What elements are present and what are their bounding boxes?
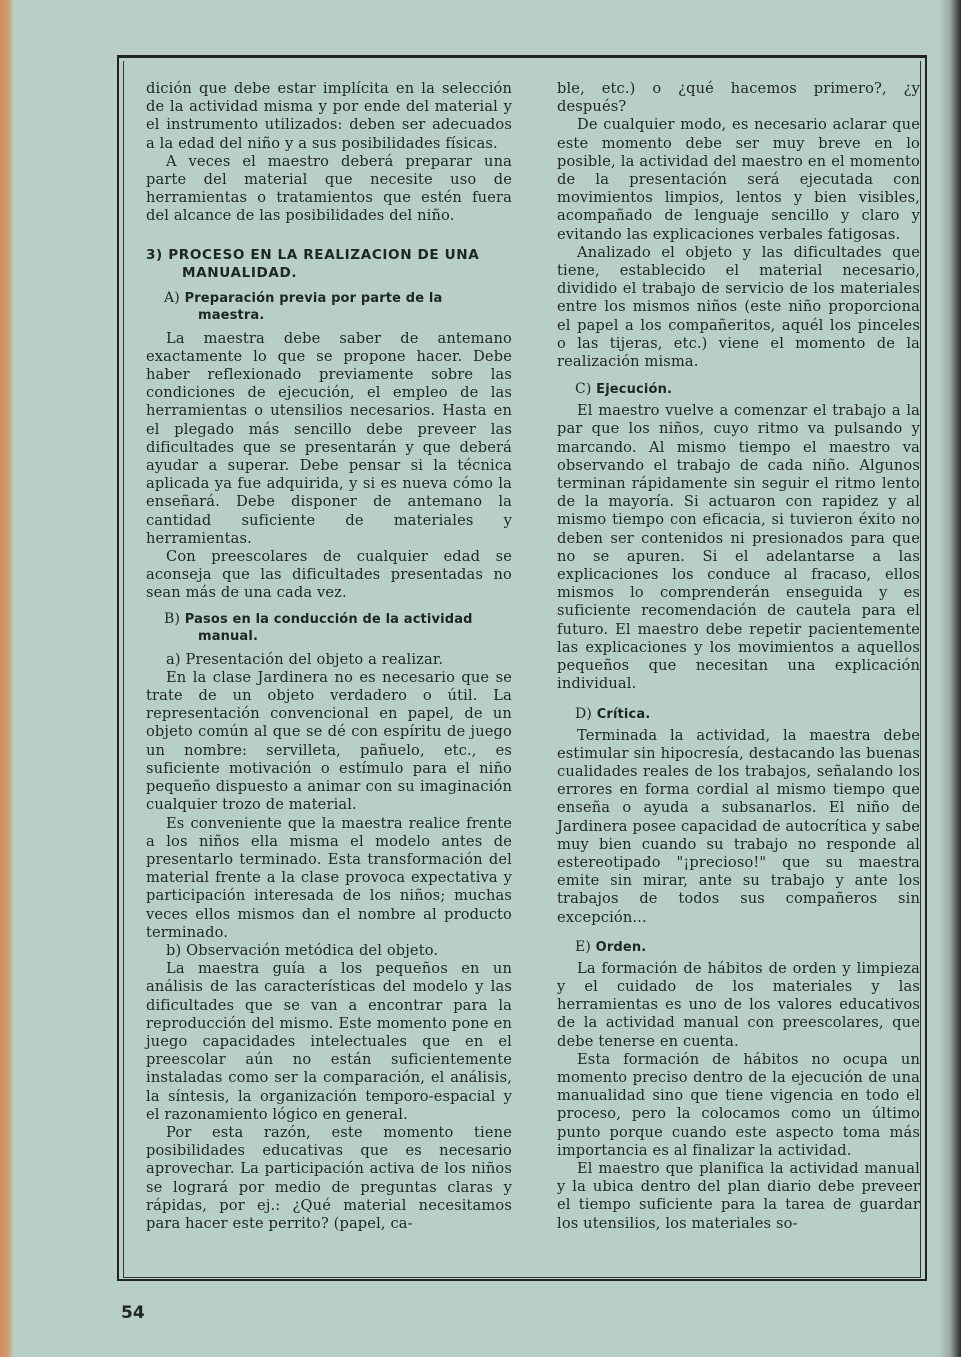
subsection-letter: B) xyxy=(164,610,181,627)
paragraph: Con preescolares de cualquier edad se aconseja que las dificultades presentadas no sean más de una cada vez. xyxy=(146,548,512,602)
subsection-title: Pasos en la conducción de la actividad manual. xyxy=(184,611,473,644)
subsection-letter: C) xyxy=(575,381,592,398)
paragraph: Esta formación de hábitos no ocupa un momento preciso dentro de la ejecución de una manualidad sino que tiene vigencia en todo el proceso, pero la colocamos como un último punto porque cuando este aspecto toma más importancia es al finalizar la actividad. xyxy=(557,1050,920,1159)
subsection-title: Ejecución. xyxy=(596,382,673,398)
paragraph: Analizado el objeto y las dificultades que tiene, establecido el material necesario, dividido el trabajo de servicio de los materiales entre los mismos niños (este niño proporciona el papel a los compañeritos, aquél los pinceles o las tijeras, etc.) viene el momento de la realización misma. xyxy=(557,243,920,371)
paragraph: Terminada la actividad, la maestra debe estimular sin hipocresía, destacando las buenas cualidades reales de los trabajos, señalando los errores en forma cordial al mismo tiempo que enseña o ayuda a subsanarlos. El niño de Jardinera posee capacidad de autocrítica y sabe muy bien cuando su trabajo no responde al estereotipado "¡precioso!" que su maestra emite sin mirar, ante su trabajo y ante los trabajos de todos sus compañeros sin excepción... xyxy=(557,726,920,926)
page-edge-right xyxy=(939,0,961,1357)
paragraph: El maestro que planifica la actividad manual y la ubica dentro del plan diario debe preveer el tiempo suficiente para la tarea de guardar los utensilios, los materiales so- xyxy=(557,1159,920,1232)
subsection-heading-e xyxy=(557,939,920,956)
subsection-letter: A) xyxy=(164,289,180,306)
paragraph: dición que debe estar implícita en la selección de la actividad misma y por ende del material y el instrumento utilizados: deben ser adecuados a la edad del niño y a sus posibilidades físicas. xyxy=(146,80,512,152)
subsection-letter: D) xyxy=(575,705,592,722)
section-heading: 3) PROCESO EN LA REALIZACION DE UNA MANUALIDAD. xyxy=(146,246,480,281)
subsection-heading-c xyxy=(557,381,920,398)
paragraph: ble, etc.) o ¿qué hacemos primero?, ¿y después? xyxy=(557,80,920,116)
left-column xyxy=(146,80,512,1233)
paragraph: A veces el maestro deberá preparar una parte del material que necesite uso de herramientas o tratamientos que estén fuera del alcance de las posibilidades del niño. xyxy=(146,152,512,225)
subsection-letter: E) xyxy=(575,938,591,955)
page-number: 54 xyxy=(121,1303,145,1323)
paragraph: Es conveniente que la maestra realice frente a los niños ella misma el modelo antes de presentarlo terminado. Esta transformación del material frente a la clase provoca expectativa y participación interesada de los niños; muchas veces ellos mismos dan el nombre al producto terminado. xyxy=(146,814,512,941)
subsection-heading-a xyxy=(146,290,512,324)
subsection-title: Crítica. xyxy=(596,706,651,722)
paragraph: La maestra debe saber de antemano exactamente lo que se propone hacer. Debe haber reflexionado previamente sobre las condiciones de ejecución, el empleo de las herramientas o utensilios necesarios. Hasta en el plegado más sencillo debe preveer las dificultades que se presentarán y que deberá ayudar a superar. Debe pensar si la técnica aplicada ya fue adquirida, y si es nueva cómo la enseñará. Debe disponer de antemano la cantidad suficiente de materiales y herramientas. xyxy=(146,329,512,547)
paragraph: En la clase Jardinera no es necesario que se trate de un objeto verdadero o útil. La representación convencional en papel, de un objeto común al que se dé con espíritu de juego un nombre: servilleta, pañuelo, etc., es suficiente motivación o estímulo para el niño pequeño dispuesto a animar con su imaginación cualquier trozo de material. xyxy=(146,668,512,814)
paragraph: Por esta razón, este momento tiene posibilidades educativas que es necesario aprovechar. La participación activa de los niños se logrará por medio de preguntas claras y rápidas, por ej.: ¿Qué material necesitamos para hacer este perrito? (papel, ca- xyxy=(146,1123,512,1232)
subsection-title: Orden. xyxy=(595,939,647,955)
list-item: b) Observación metódica del objeto. xyxy=(166,941,439,959)
subsection-heading-d xyxy=(557,706,920,723)
list-item: a) Presentación del objeto a realizar. xyxy=(166,650,444,668)
right-column xyxy=(557,80,920,1233)
paragraph: De cualquier modo, es necesario aclarar que este momento debe ser muy breve en lo posible, la actividad del maestro en el momento de la presentación será ejecutada con movimientos limpios, lentos y bien visibles, acompañado de lenguaje sencillo y claro y evitando las explicaciones verbales fatigosas. xyxy=(557,116,920,243)
subsection-title: Preparación previa por parte de la maestra. xyxy=(184,290,443,323)
paragraph: La formación de hábitos de orden y limpieza y el cuidado de los materiales y las herramientas es uno de los valores educativos de la actividad manual con preescolares, que debe tenerse en cuenta. xyxy=(557,959,920,1050)
paragraph: La maestra guía a los pequeños en un análisis de las características del modelo y las dificultades que se van a encontrar para la reproducción del mismo. Este momento pone en juego capacidades intelectuales que en el preescolar aún no están suficientemente instaladas como ser la comparación, el análisis, la síntesis, la organización temporo-espacial y el razonamiento lógico en general. xyxy=(146,960,512,1123)
page-edge-left xyxy=(0,0,14,1357)
paragraph: El maestro vuelve a comenzar el trabajo a la par que los niños, cuyo ritmo va pulsando y marcando. Al mismo tiempo el maestro va observando el trabajo de cada niño. Algunos terminan rápidamente sin seguir el ritmo lento de la mayoría. Si actuaron con rapidez y al mismo tiempo con eficacia, si tuvieron éxito no deben ser contenidos ni presionados para que no se apuren. Si el adelantarse a las explicaciones los conduce al fracaso, ellos mismos lo comprenderán enseguida y es suficiente recomendación de cautela para el futuro. El maestro debe repetir pacientemente las explicaciones y los movimientos a aquellos pequeños que necesitan una explicación individual. xyxy=(557,402,920,693)
subsection-heading-b xyxy=(146,611,512,645)
